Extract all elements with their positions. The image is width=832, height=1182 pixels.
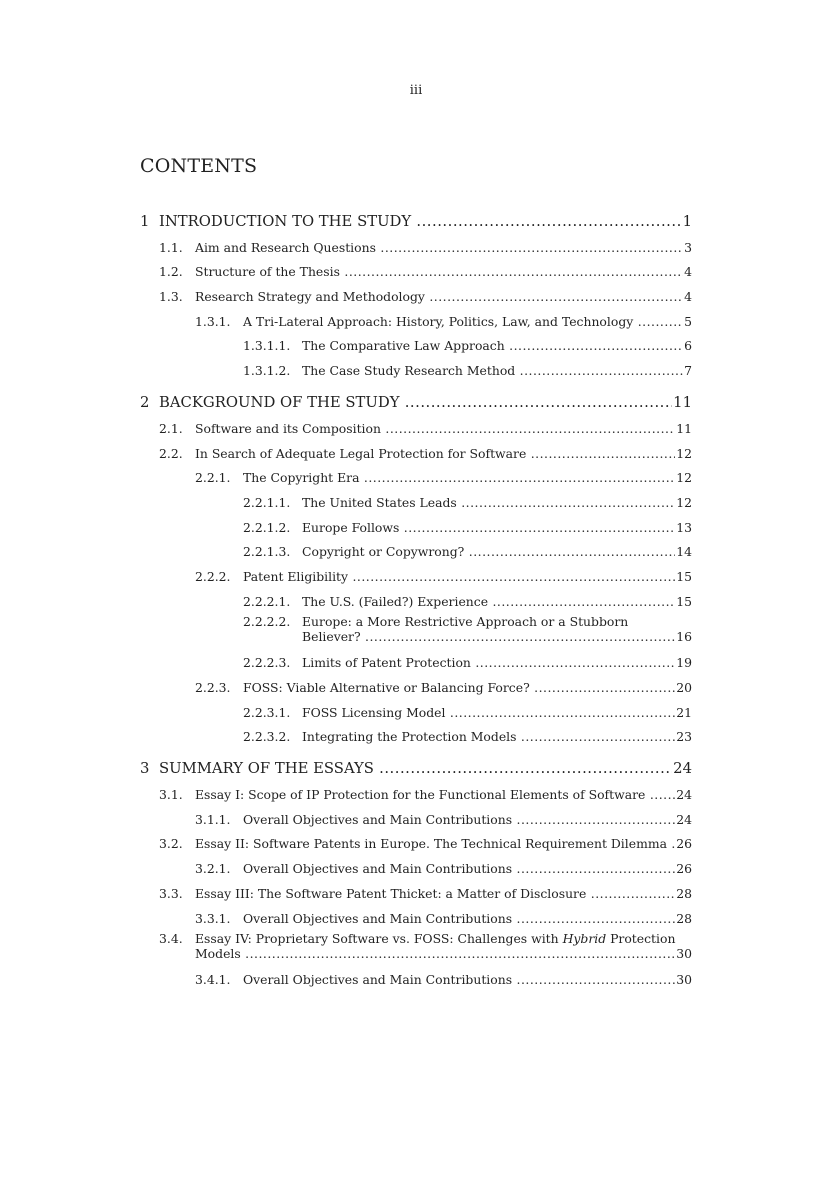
toc-entry-title-part: Europe: a More Restrictive Approach or a Stubborn	[302, 613, 629, 629]
toc-entry-title-italic: Hybrid	[562, 930, 607, 946]
toc-entry-title-part: Believer?	[302, 628, 361, 644]
toc-entry-number: 1.3.1.	[195, 313, 231, 329]
toc-entry-number: 2.2.1.1.	[243, 494, 291, 510]
toc-entry	[140, 206, 692, 230]
toc-entry	[140, 851, 692, 876]
toc-entry	[140, 926, 692, 963]
toc-entry-title-part: A Tri-Lateral Approach: History, Politics, Law, and Technology	[243, 313, 634, 329]
toc-entry-number: 2.2.2.	[195, 568, 231, 584]
toc-entry-number: 1.3.	[159, 289, 183, 305]
toc-entry-page: 23	[676, 729, 692, 745]
toc-entry	[140, 411, 692, 436]
toc-entry-title-part: Essay III: The Software Patent Thicket: a Matter of Disclosure	[195, 885, 587, 901]
toc-entry-title	[140, 787, 675, 802]
toc-entry-page: 26	[676, 861, 692, 877]
toc-entry-page: 30	[676, 972, 692, 988]
toc-entry-page: 28	[676, 910, 692, 926]
toc-entry-title-part: Overall Objectives and Main Contributions	[243, 910, 513, 926]
toc-entry-page: 11	[673, 394, 692, 412]
toc-entry	[140, 436, 692, 461]
toc-entry-page: 16	[676, 628, 692, 644]
toc-entry-title-part: Overall Objectives and Main Contributions	[243, 811, 513, 827]
toc-entry	[140, 584, 692, 609]
toc-entry	[140, 535, 692, 560]
toc-entry-page: 13	[676, 519, 692, 535]
toc-entry-title-part: Research Strategy and Methodology	[195, 289, 425, 305]
toc-entry	[140, 777, 692, 802]
toc-entry-title-part: Protection	[606, 930, 676, 946]
toc-entry-title-part: BACKGROUND OF THE STUDY	[159, 394, 400, 412]
toc-entry-page: 30	[676, 945, 692, 961]
toc-entry-number: 2.2.3.	[195, 680, 231, 695]
toc-entry	[140, 720, 692, 745]
toc-entry-title-part: FOSS Licensing Model	[302, 704, 446, 720]
toc-entry-number: 2.2.2.1.	[243, 593, 291, 609]
toc-entry-title	[140, 213, 682, 230]
toc-entry	[140, 485, 692, 510]
toc-entry-title-part: The Comparative Law Approach	[302, 338, 505, 354]
toc-entry	[140, 802, 692, 827]
toc-entry-title	[140, 760, 672, 777]
toc-entry-title-part: Overall Objectives and Main Contributions	[243, 972, 513, 988]
toc-entry	[140, 963, 692, 988]
toc-entry	[140, 279, 692, 304]
toc-entry-number: 3.3.1.	[195, 910, 231, 926]
toc-entry-title-part: INTRODUCTION TO THE STUDY	[159, 213, 412, 230]
toc-entry	[140, 329, 692, 354]
toc-entry-title-part: Limits of Patent Protection	[302, 655, 471, 671]
toc-entry	[140, 609, 692, 646]
toc-entry-title	[140, 886, 675, 901]
toc-entry-page: 5	[684, 313, 692, 329]
toc-entry	[140, 827, 692, 852]
toc-entry-title-part: SUMMARY OF THE ESSAYS	[159, 760, 374, 778]
toc-entry	[140, 646, 692, 671]
toc-entry-title-part: The Case Study Research Method	[302, 363, 516, 379]
toc-entry-title	[140, 594, 675, 609]
toc-entry-title	[140, 520, 675, 535]
toc-entry-number: 1	[140, 213, 150, 230]
toc-entry-page: 1	[682, 213, 692, 230]
toc-entry-title-continued	[140, 946, 675, 961]
toc-entry-number: 1.1.	[159, 239, 183, 255]
toc-entry-page: 12	[676, 470, 692, 486]
toc-entry-title	[140, 614, 692, 629]
toc-entry-title-part: Essay IV: Proprietary Software vs. FOSS: Challenges with	[195, 930, 563, 946]
toc-entry-title-part: Structure of the Thesis	[195, 264, 340, 280]
toc-entry-page: 12	[676, 445, 692, 461]
toc-entry-number: 2.2.1.3.	[243, 544, 291, 560]
toc-entry-number: 3.4.	[159, 930, 183, 946]
toc-entry-title	[140, 338, 683, 353]
toc-entry-page: 15	[676, 568, 692, 584]
toc-entry-page: 4	[684, 289, 692, 305]
toc-entry	[140, 559, 692, 584]
toc-entry-title	[140, 655, 675, 670]
toc-entry-page: 4	[684, 264, 692, 280]
toc-entry-number: 1.3.1.1.	[243, 338, 291, 354]
toc-entry-number: 2.2.3.2.	[243, 729, 291, 745]
toc-entry-title-part: Copyright or Copywrong?	[302, 544, 465, 560]
toc-entry-title	[140, 240, 683, 255]
toc-entry-number: 2.2.1.2.	[243, 519, 291, 535]
toc-entry-title	[140, 931, 692, 946]
toc-entry-number: 3.2.	[159, 836, 183, 852]
toc-entry-number: 3.1.	[159, 787, 183, 803]
toc-entry-title-part: FOSS: Viable Alternative or Balancing Force?	[243, 680, 530, 695]
toc-entry-title-part: Essay I: Scope of IP Protection for the Functional Elements of Software	[195, 787, 646, 803]
toc-entry-title-part: Software and its Composition	[195, 420, 381, 436]
toc-entry-title	[140, 836, 675, 851]
toc-entry-number: 2.2.1.	[195, 470, 231, 486]
toc-entry-page: 26	[676, 836, 692, 852]
toc-entry-page: 6	[684, 338, 692, 354]
toc-entry-number: 2.2.	[159, 445, 183, 461]
toc-entry	[140, 304, 692, 329]
toc-entry-page: 20	[676, 680, 692, 695]
toc-entry-number: 3.4.1.	[195, 972, 231, 988]
toc-entry-title	[140, 264, 683, 279]
toc-entry	[140, 387, 692, 411]
toc-entry-title-part: Europe Follows	[302, 519, 400, 535]
toc-entry	[140, 901, 692, 926]
page-number: iii	[409, 83, 423, 98]
toc-entry-title	[140, 289, 683, 304]
toc-entry-page: 24	[676, 787, 692, 803]
toc-entry-page: 24	[673, 760, 692, 778]
toc-entry-title-continued	[140, 629, 675, 644]
toc-entry-title	[140, 495, 675, 510]
toc-entry	[140, 510, 692, 535]
toc-entry-title-part: Patent Eligibility	[243, 568, 349, 584]
toc-entry-title-part: Aim and Research Questions	[195, 239, 376, 255]
toc-entry-page: 3	[684, 239, 692, 255]
toc-entry-number: 1.3.1.2.	[243, 363, 291, 379]
toc-entry-title	[140, 446, 675, 461]
toc-entry-number: 2.2.2.3.	[243, 655, 291, 671]
toc-entry-title	[140, 394, 672, 411]
toc-entry-page: 24	[676, 811, 692, 827]
toc-entry-title-part: Essay II: Software Patents in Europe. The Technical Requirement Dilemma	[195, 836, 667, 852]
toc-entry-number: 1.2.	[159, 264, 183, 280]
toc-entry-number: 3.3.	[159, 885, 183, 901]
toc-entry-page: 12	[676, 494, 692, 510]
toc-entry	[140, 461, 692, 486]
toc-entry-page: 11	[676, 420, 692, 436]
toc-entry-number: 2	[140, 394, 150, 412]
toc-entry-title	[140, 363, 683, 378]
contents-heading: CONTENTS	[140, 155, 258, 177]
toc-entry-title	[140, 421, 675, 436]
toc-entry	[140, 876, 692, 901]
toc-entry-number: 2.2.3.1.	[243, 704, 291, 720]
table-of-contents	[140, 206, 692, 987]
toc-entry-title	[140, 544, 675, 559]
toc-entry-title	[140, 705, 675, 720]
toc-entry	[140, 230, 692, 255]
toc-entry-title-part: Overall Objectives and Main Contributions	[243, 861, 513, 877]
toc-entry-page: 21	[676, 704, 692, 720]
toc-entry-page: 7	[684, 363, 692, 379]
toc-entry	[140, 353, 692, 378]
toc-entry-page: 15	[676, 593, 692, 609]
toc-entry-page: 14	[676, 544, 692, 560]
toc-entry	[140, 255, 692, 280]
toc-entry-number: 2.1.	[159, 420, 183, 436]
toc-entry-title-part: The U.S. (Failed?) Experience	[302, 593, 489, 609]
toc-entry-title-part: In Search of Adequate Legal Protection for Software	[195, 445, 527, 461]
toc-entry-number: 3	[140, 760, 150, 778]
toc-entry	[140, 670, 692, 695]
toc-entry	[140, 695, 692, 720]
toc-entry-number: 3.2.1.	[195, 861, 231, 877]
toc-entry-number: 3.1.1.	[195, 811, 231, 827]
toc-entry-title-part: The United States Leads	[302, 494, 457, 510]
toc-entry-number: 2.2.2.2.	[243, 613, 291, 629]
toc-entry-title-part: Models	[195, 945, 241, 961]
toc-entry	[140, 753, 692, 777]
toc-entry-page: 28	[676, 885, 692, 901]
toc-entry-title-part: Integrating the Protection Models	[302, 729, 517, 745]
toc-entry-page: 19	[676, 655, 692, 671]
toc-entry-title	[140, 729, 675, 744]
toc-entry-title-part: The Copyright Era	[243, 470, 360, 486]
